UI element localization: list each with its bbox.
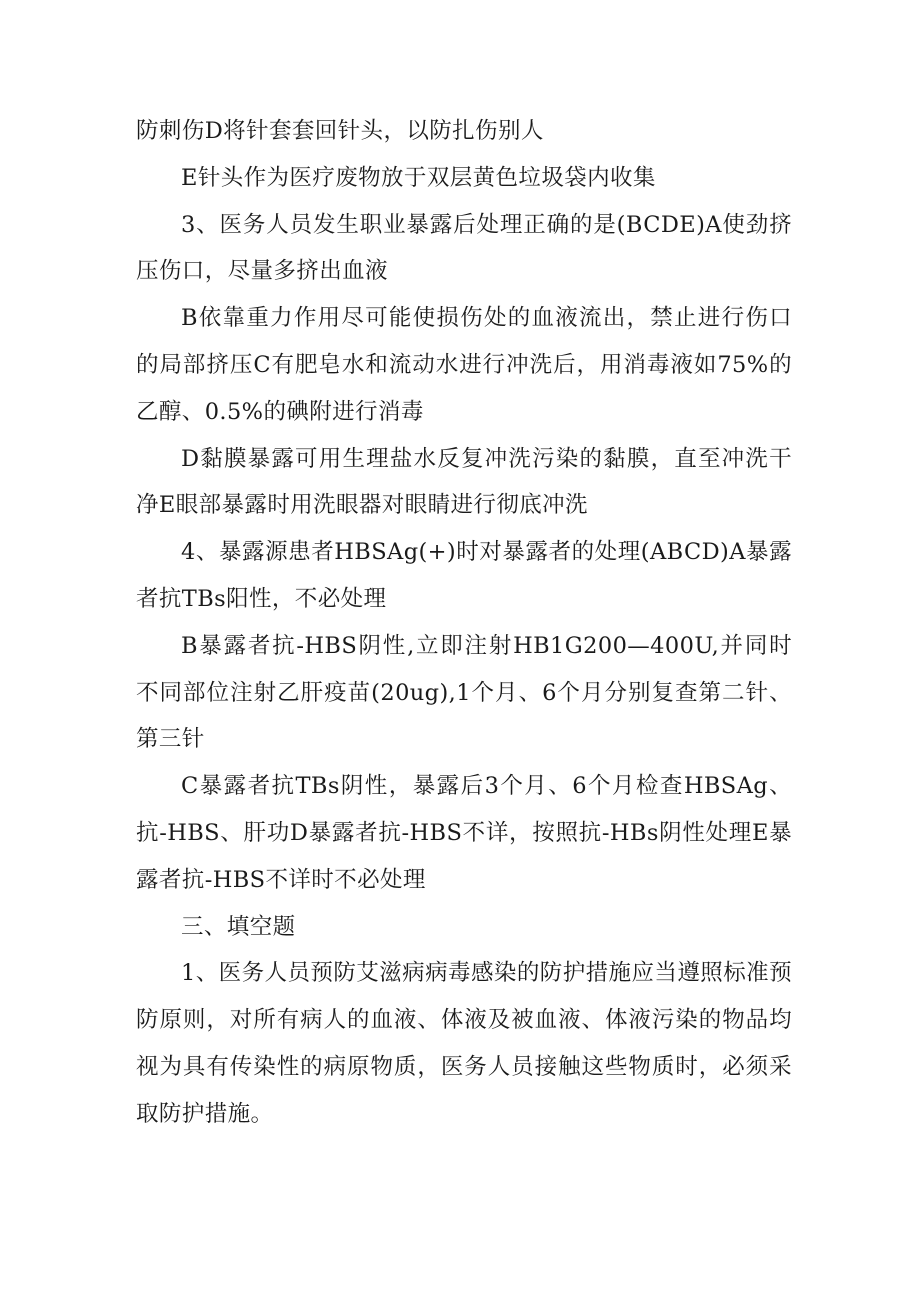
question-3: 3、医务人员发生职业暴露后处理正确的是(BCDE)A使劲挤压伤口，尽量多挤出血液 [136, 211, 792, 285]
document-body [136, 108, 792, 1138]
question-4: 4、暴露源患者HBSAg(+)时对暴露者的处理(ABCD)A暴露者抗TBs阳性，不必处理 [136, 539, 792, 612]
paragraph-4c-4e: C暴露者抗TBs阴性，暴露后3个月、6个月检查HBSAg、抗-HBS、肝功D暴露者抗-HBS不详，按照抗-HBs阴性处理E暴露者抗-HBS不详时不必处理 [136, 773, 792, 893]
paragraph-4b: B暴露者抗-HBS阴性,立即注射HB1G200—400U,并同时不同部位注射乙肝疫苗(20ug),1个月、6个月分别复查第二针、第三针 [136, 632, 792, 753]
paragraph-3b-3c: B依靠重力作用尽可能使损伤处的血液流出，禁止进行伤口的局部挤压C有肥皂水和流动水进行冲洗后，用消毒液如75%的乙醇、0.5%的碘附进行消毒 [136, 305, 792, 425]
paragraph-needle-cap: 防刺伤D将针套套回针头，以防扎伤别人 [136, 118, 544, 144]
paragraph-needle-disposal: E针头作为医疗废物放于双层黄色垃圾袋内收集 [181, 164, 656, 191]
section-heading-fill-in: 三、填空题 [181, 913, 296, 940]
fill-in-question-1: 1、医务人员预防艾滋病病毒感染的防护措施应当遵照标准预防原则，对所有病人的血液、体液及被血液、体液污染的物品均视为具有传染性的病原物质，医务人员接触这些物质时，必须采取防护措施。 [136, 960, 792, 1127]
paragraph-3d-3e: D黏膜暴露可用生理盐水反复冲洗污染的黏膜，直至冲洗干净E眼部暴露时用洗眼器对眼睛进行彻底冲洗 [136, 445, 792, 519]
